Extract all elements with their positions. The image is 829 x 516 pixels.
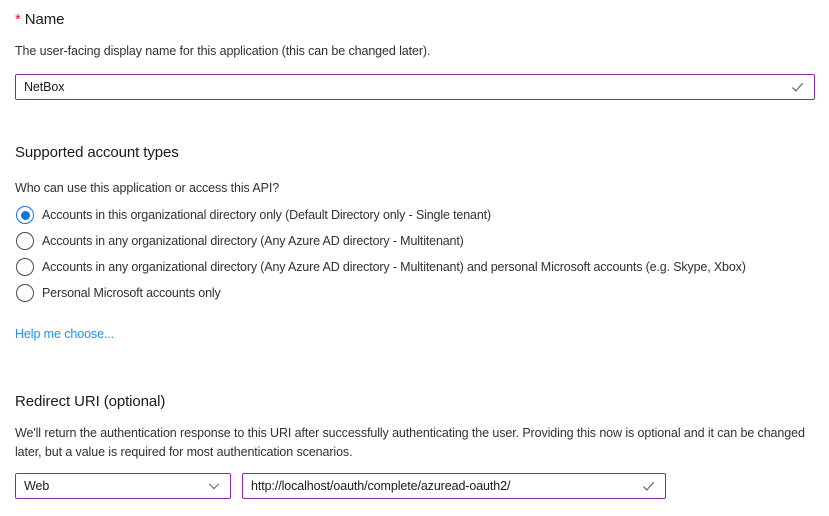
redirect-uri-input[interactable] <box>243 474 665 498</box>
name-input-container <box>15 74 815 100</box>
radio-option-personal-only[interactable] <box>15 280 815 306</box>
redirect-uri-input-container <box>242 473 666 499</box>
radio-option-single-tenant[interactable] <box>15 202 815 228</box>
required-asterisk: * <box>15 11 21 28</box>
radio-option-label: Personal Microsoft accounts only <box>42 286 221 300</box>
name-description: The user-facing display name for this application (this can be changed later). <box>15 44 431 58</box>
radio-button-icon <box>16 232 34 250</box>
radio-option-multitenant-personal[interactable] <box>15 254 815 280</box>
name-label: Name <box>24 11 65 28</box>
radio-button-icon <box>16 206 34 224</box>
radio-option-label: Accounts in this organizational directory only (Default Directory only - Single tenant) <box>42 208 491 222</box>
account-types-question: Who can use this application or access this API? <box>15 181 280 195</box>
help-me-choose-link[interactable]: Help me choose... <box>15 327 115 341</box>
platform-select[interactable] <box>15 473 231 499</box>
account-types-radio-group <box>15 202 815 306</box>
name-section-heading <box>15 0 815 30</box>
chevron-down-icon <box>207 479 221 493</box>
redirect-uri-heading: Redirect URI (optional) <box>15 393 166 410</box>
radio-option-multitenant[interactable] <box>15 228 815 254</box>
radio-button-icon <box>16 258 34 276</box>
redirect-uri-description: We'll return the authentication response to this URI after successfully authenticating the user. Providing this now is optional and it can be changed later, but a value is required for most authentication scenarios. <box>15 426 805 459</box>
radio-option-label: Accounts in any organizational directory (Any Azure AD directory - Multitenant) and personal Microsoft accounts (e.g. Skype, Xbox) <box>42 260 746 274</box>
name-input[interactable] <box>16 75 814 99</box>
radio-option-label: Accounts in any organizational directory (Any Azure AD directory - Multitenant) <box>42 234 464 248</box>
redirect-uri-row <box>15 473 815 499</box>
platform-select-value: Web <box>24 479 50 493</box>
radio-button-icon <box>16 284 34 302</box>
supported-account-types-heading: Supported account types <box>15 144 179 161</box>
